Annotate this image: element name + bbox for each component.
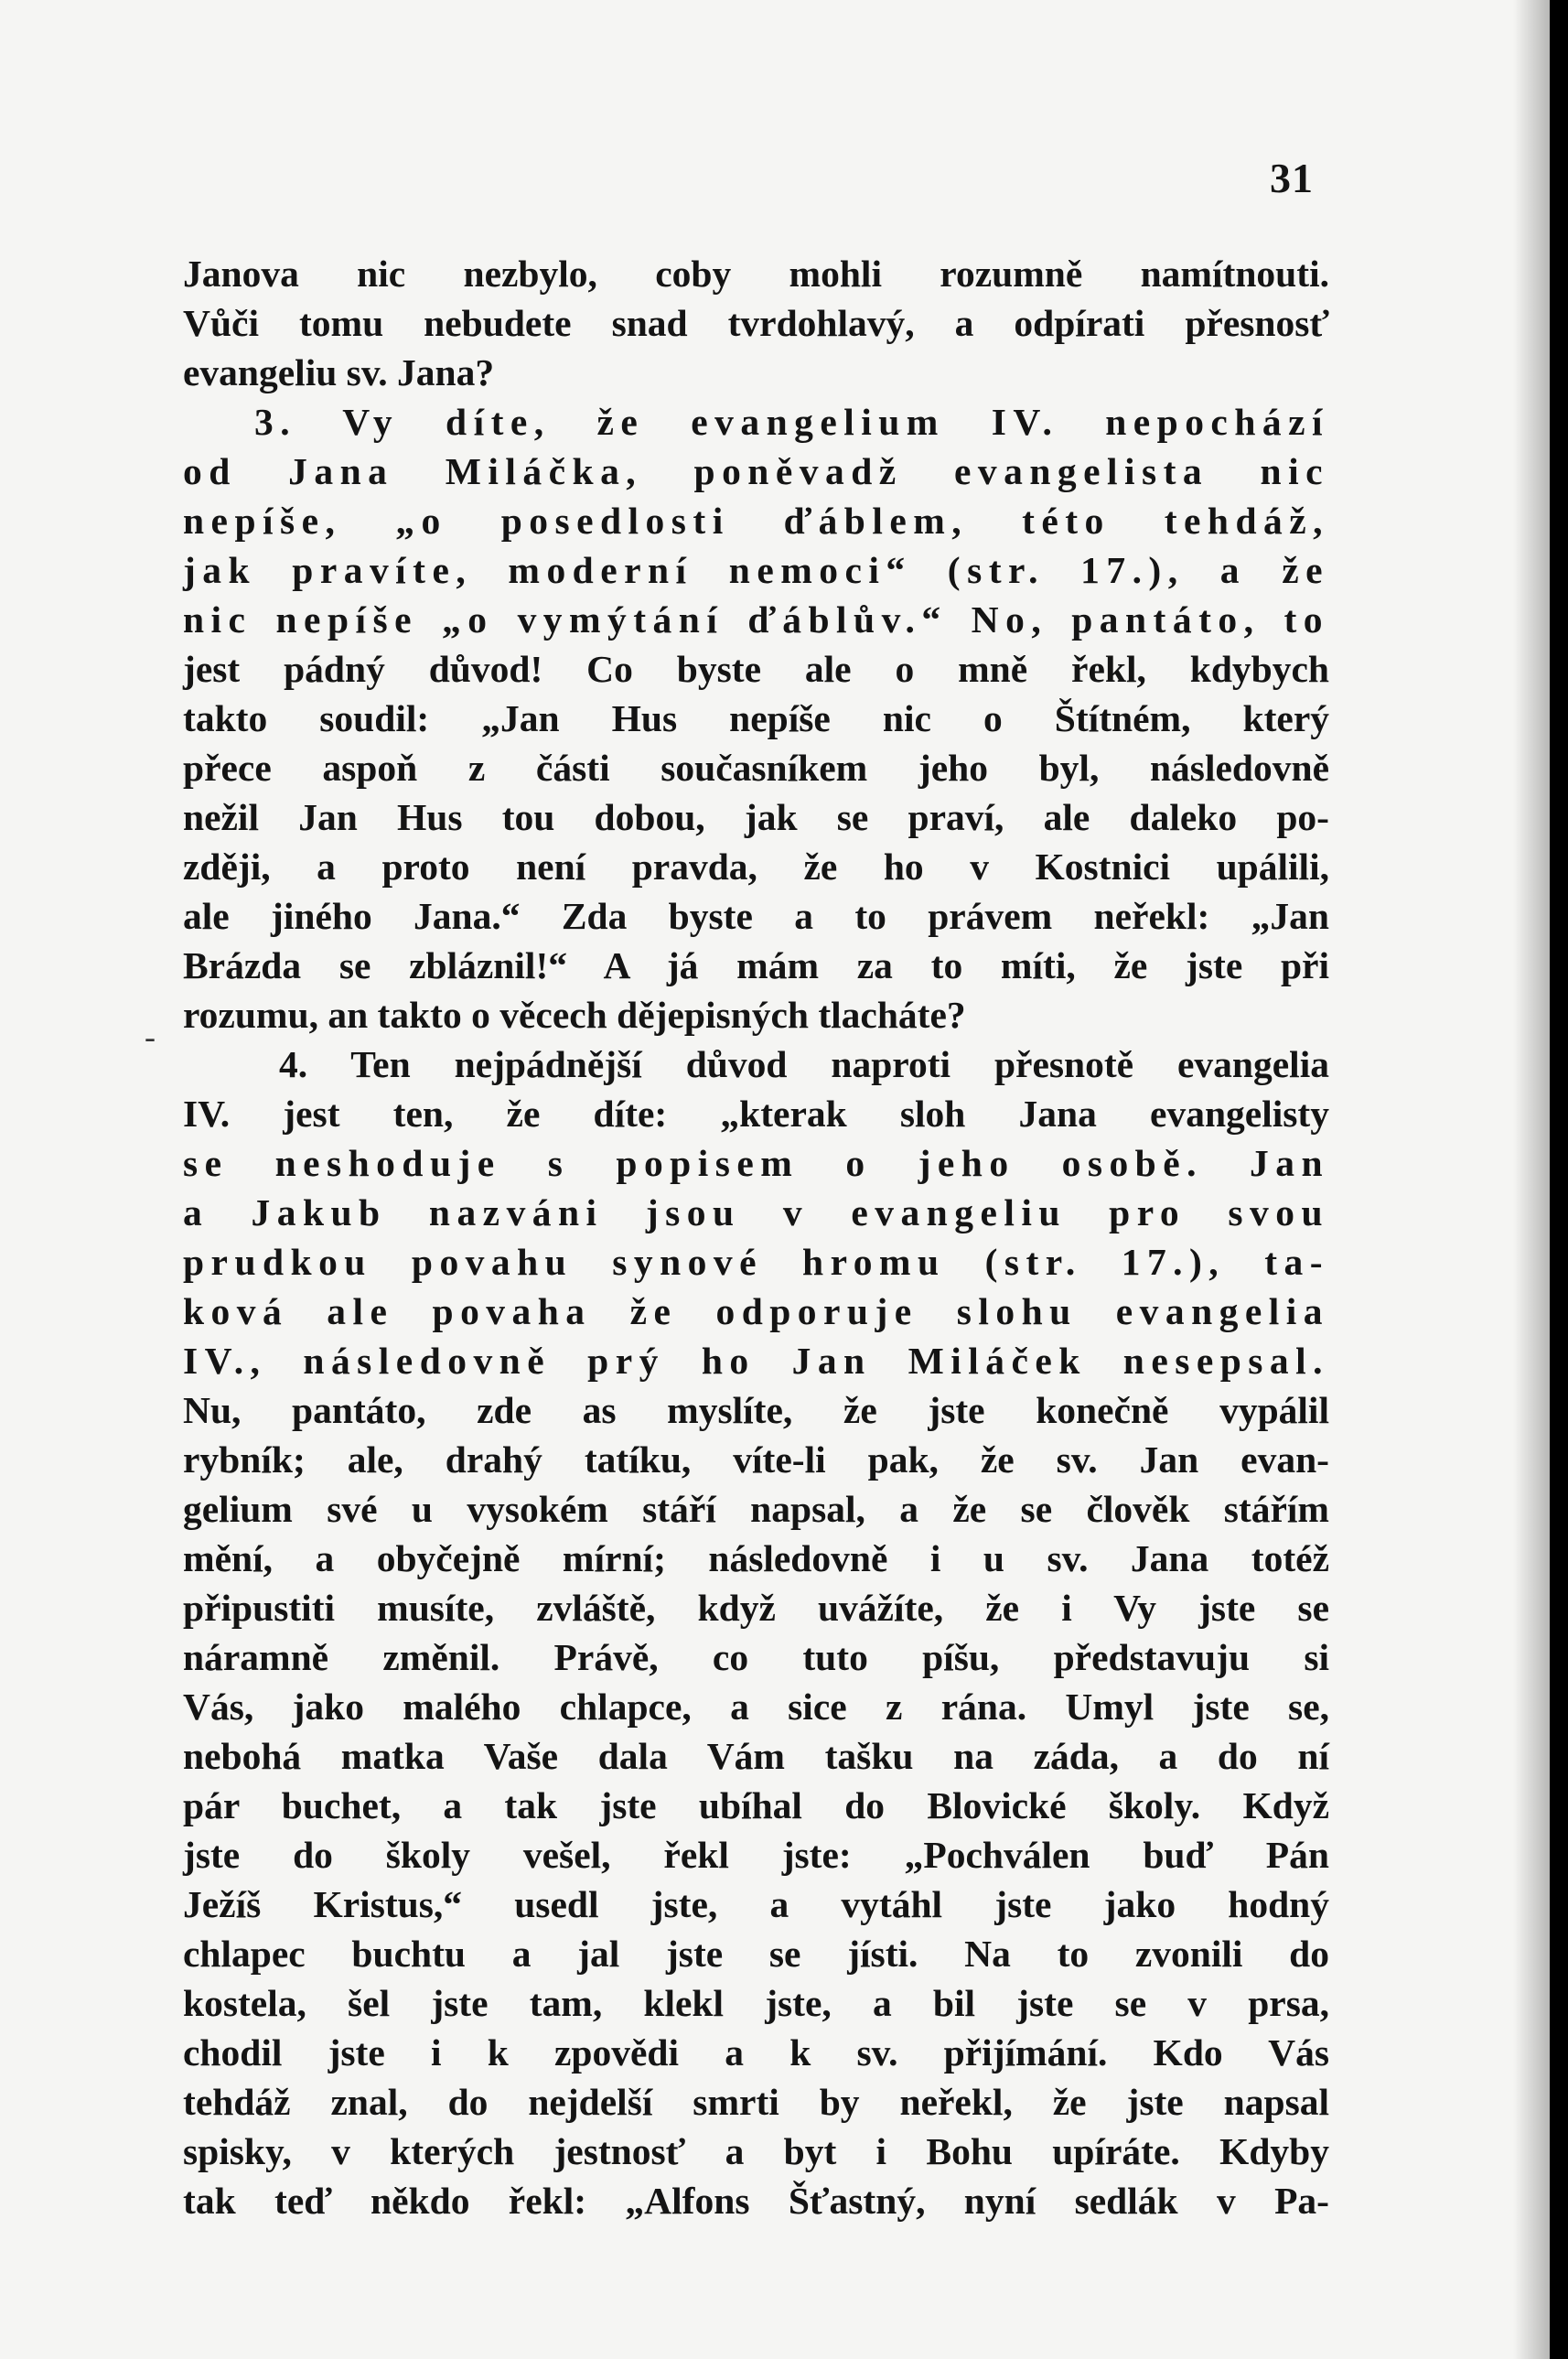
text-line: 3. Vy díte, že evangelium IV. nepochází: [254, 401, 1329, 443]
text-line: pár buchet, a tak jste ubíhal do Blovické školy. Když: [183, 1784, 1329, 1826]
text-line: rozumu, an takto o věcech dějepisných tlacháte?: [183, 994, 966, 1036]
text-line: 4. Ten nejpádnější důvod naproti přesnotě evangelia: [279, 1043, 1329, 1085]
text-line: rybník; ale, drahý tatíku, víte-li pak, že sv. Jan evan-: [183, 1438, 1329, 1481]
text-line: IV., následovně prý ho Jan Miláček nesepsal.: [183, 1340, 1329, 1382]
text-line: se neshoduje s popisem o jeho osobě. Jan: [183, 1142, 1329, 1184]
text-line: přece aspoň z části současníkem jeho byl, následovně: [183, 747, 1329, 789]
text-line: jak pravíte, moderní nemoci“ (str. 17.), a že: [183, 549, 1329, 591]
text-line: jste do školy vešel, řekl jste: „Pochválen buď Pán: [183, 1834, 1329, 1876]
text-line: IV. jest ten, že díte: „kterak sloh Jana evangelisty: [183, 1093, 1329, 1135]
body-text: [183, 249, 1329, 2225]
text-line: ková ale povaha že odporuje slohu evangelia: [183, 1290, 1329, 1332]
text-line: zději, a proto není pravda, že ho v Kostnici upálili,: [183, 846, 1329, 888]
text-line: tehdáž znal, do nejdelší smrti by neřekl, že jste napsal: [183, 2081, 1329, 2123]
text-line: chodil jste i k zpovědi a k sv. přijímání. Kdo Vás: [183, 2031, 1329, 2074]
text-line: Vůči tomu nebudete snad tvrdohlavý, a odpírati přesnosť: [183, 302, 1329, 344]
text-line: mění, a obyčejně mírní; následovně i u sv. Jana totéž: [183, 1537, 1329, 1579]
text-line: evangeliu sv. Jana?: [183, 351, 495, 393]
text-line: spisky, v kterých jestnosť a byt i Bohu upíráte. Kdyby: [183, 2130, 1329, 2172]
text-line: jest pádný důvod! Co byste ale o mně řekl, kdybych: [183, 648, 1329, 690]
text-line: nežil Jan Hus tou dobou, jak se praví, ale daleko po-: [183, 796, 1329, 838]
text-line: prudkou povahu synové hromu (str. 17.), ta-: [183, 1241, 1329, 1283]
text-line: kostela, šel jste tam, klekl jste, a bil jste se v prsa,: [183, 1982, 1329, 2024]
text-line: takto soudil: „Jan Hus nepíše nic o Štítném, který: [183, 697, 1329, 739]
text-line: a Jakub nazváni jsou v evangeliu pro svou: [183, 1191, 1329, 1233]
text-line: připustiti musíte, zvláště, když uvážíte, že i Vy jste se: [183, 1587, 1329, 1629]
text-line: chlapec buchtu a jal jste se jísti. Na to zvonili do: [183, 1933, 1329, 1975]
text-line: Vás, jako malého chlapce, a sice z rána. Umyl jste se,: [183, 1686, 1329, 1728]
text-line: ale jiného Jana.“ Zda byste a to právem neřekl: „Jan: [183, 895, 1329, 937]
text-line: Ježíš Kristus,“ usedl jste, a vytáhl jste jako hodný: [183, 1883, 1329, 1925]
text-line: nic nepíše „o vymýtání ďáblův.“ No, pantáto, to: [183, 598, 1329, 641]
text-line: tak teď někdo řekl: „Alfons Šťastný, nyní sedlák v Pa-: [183, 2180, 1329, 2222]
text-line: Janova nic nezbylo, coby mohli rozumně namítnouti.: [183, 253, 1329, 295]
text-line: gelium své u vysokém stáří napsal, a že se člověk stářím: [183, 1488, 1329, 1530]
text-line: Nu, pantáto, zde as myslíte, že jste konečně vypálil: [183, 1389, 1329, 1431]
page-edge-shadow: [1513, 0, 1550, 2359]
text-line: náramně změnil. Právě, co tuto píšu, představuju si: [183, 1636, 1329, 1678]
text-line: od Jana Miláčka, poněvadž evangelista nic: [183, 450, 1329, 492]
text-line: Brázda se zbláznil!“ A já mám za to míti, že jste při: [183, 944, 1329, 986]
margin-mark: -: [145, 1018, 156, 1055]
page-number: 31: [1270, 155, 1314, 201]
text-line: nebohá matka Vaše dala Vám tašku na záda, a do ní: [183, 1735, 1329, 1777]
text-line: nepíše, „o posedlosti ďáblem, této tehdáž,: [183, 500, 1329, 542]
